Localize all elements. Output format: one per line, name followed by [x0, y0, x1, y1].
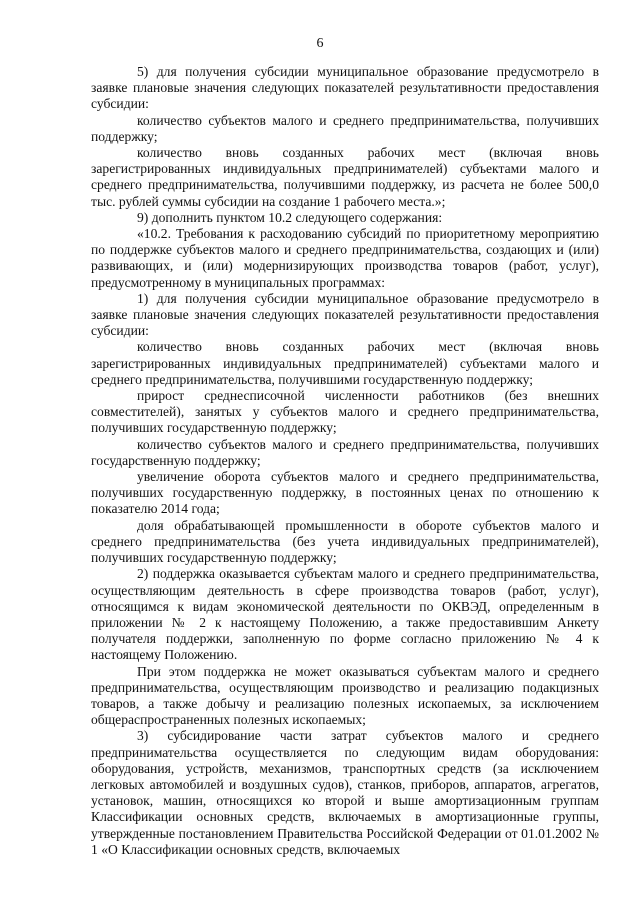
paragraph: 3) субсидирование части затрат субъектов малого и среднего предпринимательства осуществляется по следующим видам оборудования: оборудования, устройств, механизмов, транспортных средств (за исключением легковых автомобилей и воздушных судов), станков, приборов, аппаратов, агрегатов, установок, машин, относящихся ко второй и выше амортизационным группам Классификации основных средств, включаемых в амортизационные группы, утвержденные постановлением Правительства Российской Федерации от 01.01.2002 № 1 «О Классификации основных средств, включаемых	[91, 728, 599, 857]
paragraph: «10.2. Требования к расходованию субсидий по приоритетному мероприятию по поддержке субъектов малого и среднего предпринимательства, создающих и (или) развивающих, и (или) модернизирующих производства товаров (работ, услуг), предусмотренному в муниципальных программах:	[91, 226, 599, 290]
paragraph: доля обрабатывающей промышленности в обороте субъектов малого и среднего предпринимательства (без учета индивидуальных предпринимателей), получивших государственную поддержку;	[91, 517, 599, 566]
paragraph: количество субъектов малого и среднего предпринимательства, получивших государственную поддержку;	[91, 436, 599, 468]
paragraph: увеличение оборота субъектов малого и среднего предпринимательства, получивших государственную поддержку, в постоянных ценах по отношению к показателю 2014 года;	[91, 469, 599, 517]
paragraph: количество вновь созданных рабочих мест (включая вновь зарегистрированных индивидуальных предпринимателей) субъектами малого и среднего предпринимательства, получившими государственную поддержку;	[91, 339, 599, 387]
paragraph: 5) для получения субсидии муниципальное образование предусмотрело в заявке плановые значения следующих показателей результативности предоставления субсидии:	[91, 64, 599, 112]
paragraph: количество вновь созданных рабочих мест (включая вновь зарегистрированных индивидуальных предпринимателей) субъектами малого и среднего предпринимательства, получившими поддержку, из расчета не более 500,0 тыс. рублей суммы субсидии на создание 1 рабочего места.»;	[91, 145, 599, 209]
paragraph: При этом поддержка не может оказываться субъектам малого и среднего предпринимательства, осуществляющим производство и реализацию подакцизных товаров, а также добычу и реализацию полезных ископаемых, за исключением общераспространенных полезных ископаемых;	[91, 663, 599, 728]
paragraph: количество субъектов малого и среднего предпринимательства, получивших поддержку;	[91, 112, 599, 144]
page-number: 6	[316, 36, 324, 51]
paragraph: прирост среднесписочной численности работников (без внешних совместителей), занятых у субъектов малого и среднего предпринимательства, получивших государственную поддержку;	[91, 388, 599, 436]
paragraph: 1) для получения субсидии муниципальное образование предусмотрело в заявке плановые значения следующих показателей результативности предоставления субсидии:	[91, 290, 599, 339]
paragraph: 2) поддержка оказывается субъектам малого и среднего предпринимательства, осуществляющим деятельность в сфере производства товаров (работ, услуг), относящимся к видам экономической деятельности по ОКВЭД, определенным в приложении № 2 к настоящему Положению, а также предоставившим Анкету получателя поддержки, заполненную по форме согласно приложению № 4 к настоящему Положению.	[91, 566, 599, 663]
paragraph: 9) дополнить пунктом 10.2 следующего содержания:	[137, 209, 443, 225]
document-body	[91, 64, 599, 858]
